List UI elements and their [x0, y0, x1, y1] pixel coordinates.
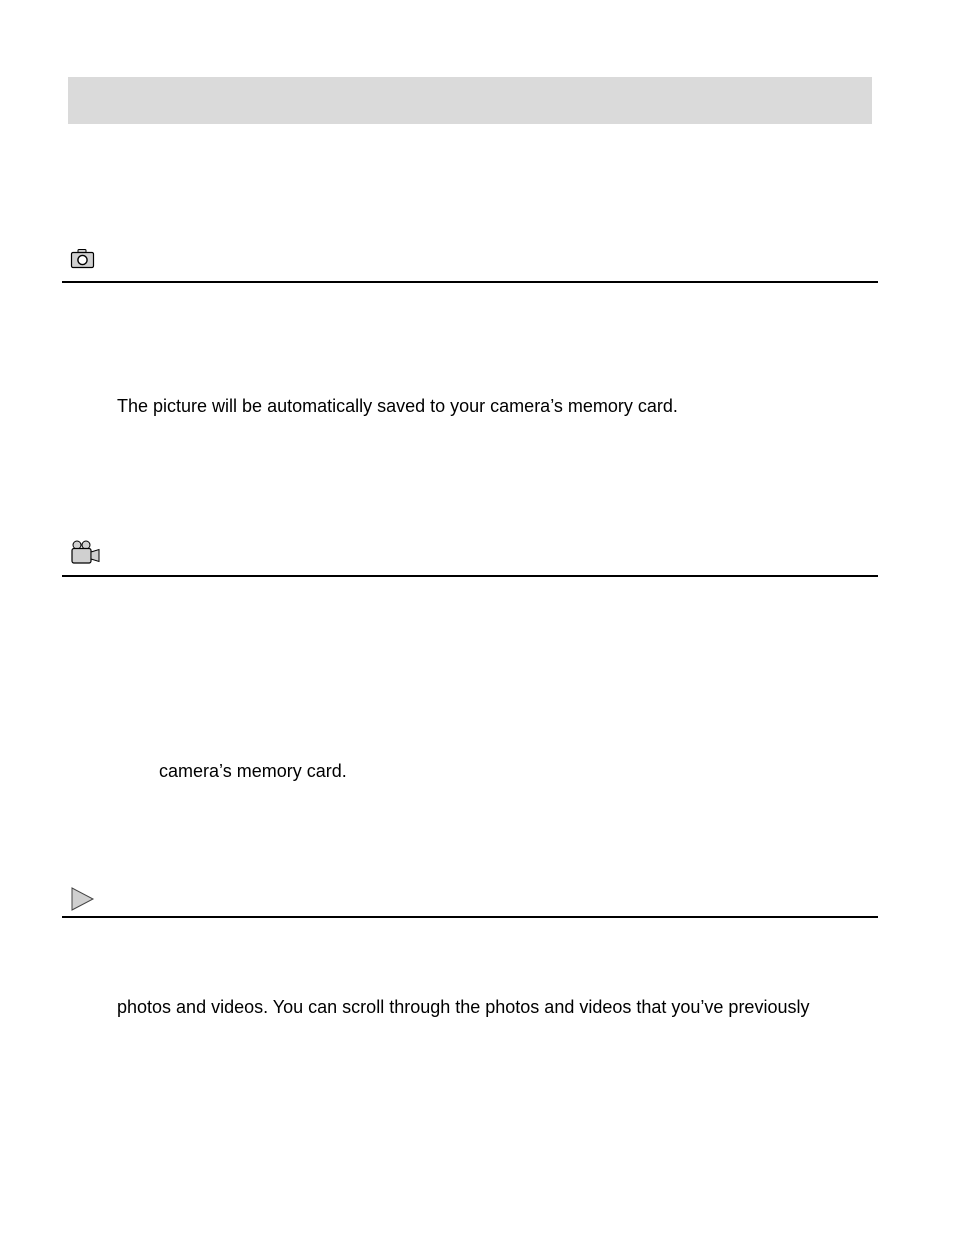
section-divider-video [62, 575, 878, 577]
video-camera-icon [70, 540, 102, 570]
photo-section-text: The picture will be automatically saved to your camera’s memory card. [117, 396, 678, 416]
header-band [68, 77, 872, 124]
playback-section-text: photos and videos. You can scroll through the photos and videos that you’ve previously [117, 997, 810, 1017]
photo-camera-icon [70, 248, 96, 275]
section-divider-playback [62, 916, 878, 918]
play-triangle-icon [70, 886, 96, 917]
section-divider-photo [62, 281, 878, 283]
video-section-text: camera’s memory card. [159, 761, 347, 781]
